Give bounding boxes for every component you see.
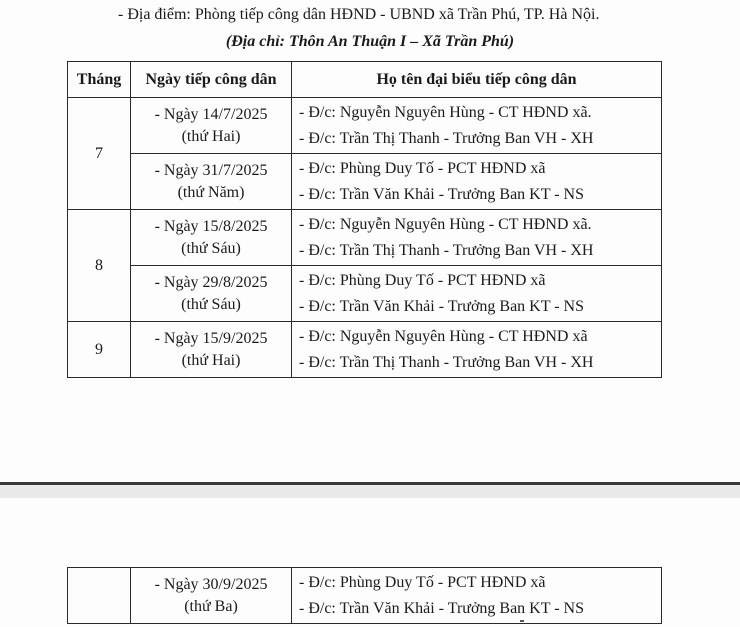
date-text: - Ngày 14/7/2025 [154, 105, 268, 123]
rep-line: - Đ/c: Nguyễn Nguyên Hùng - CT HĐND xã. [299, 103, 592, 121]
month-cell: 9 [68, 322, 131, 378]
rep-line: - Đ/c: Trần Thị Thanh - Trưởng Ban VH - XH [299, 241, 594, 259]
page-separator [0, 482, 740, 485]
date-text: - Ngày 30/9/2025 [154, 575, 268, 593]
rep-line: - Đ/c: Phùng Duy Tố - PCT HĐND xã [299, 271, 546, 289]
weekday-text: (thứ Sáu) [181, 239, 241, 257]
date-cell [131, 266, 292, 322]
rep-line: - Đ/c: Phùng Duy Tố - PCT HĐND xã [299, 573, 546, 591]
table-row [68, 322, 662, 378]
reps-cell [292, 154, 662, 210]
rep-line: - Đ/c: Nguyễn Nguyên Hùng - CT HĐND xã [299, 327, 588, 345]
table-row [68, 154, 662, 210]
date-cell [131, 154, 292, 210]
table-row [68, 266, 662, 322]
rep-line: - Đ/c: Phùng Duy Tố - PCT HĐND xã [299, 159, 546, 177]
date-cell [131, 98, 292, 154]
reps-cell [292, 322, 662, 378]
location-line: - Địa điểm: Phòng tiếp công dân HĐND - UBND xã Trần Phú, TP. Hà Nội. [118, 6, 600, 23]
month-cell: 8 [68, 210, 131, 322]
reps-cell [292, 266, 662, 322]
weekday-text: (thứ Ba) [184, 597, 238, 615]
weekday-text: (thứ Hai) [181, 127, 241, 145]
month-cell [68, 568, 131, 624]
date-text: - Ngày 31/7/2025 [154, 161, 268, 179]
column-header-reps: Họ tên đại biểu tiếp công dân [292, 62, 662, 98]
date-text: - Ngày 15/9/2025 [154, 329, 268, 347]
weekday-text: (thứ Sáu) [181, 295, 241, 313]
rep-line: - Đ/c: Trần Văn Khải - Trưởng Ban KT - NS [299, 185, 584, 203]
date-text: - Ngày 29/8/2025 [154, 273, 268, 291]
reps-cell [292, 210, 662, 266]
table-row [68, 98, 662, 154]
rep-line: - Đ/c: Trần Thị Thanh - Trưởng Ban VH - XH [299, 129, 594, 147]
rep-line: - Đ/c: Trần Thị Thanh - Trưởng Ban VH - XH [299, 353, 594, 371]
weekday-text: (thứ Hai) [181, 351, 241, 369]
reps-cell [292, 98, 662, 154]
table-header-row [68, 62, 662, 98]
rep-line: - Đ/c: Trần Văn Khải - Trưởng Ban KT - NS [299, 297, 584, 315]
date-text: - Ngày 15/8/2025 [154, 217, 268, 235]
table-row [68, 568, 662, 624]
weekday-text: (thứ Năm) [177, 183, 245, 201]
column-header-date: Ngày tiếp công dân [131, 62, 292, 98]
month-cell: 7 [68, 98, 131, 210]
table-row [68, 210, 662, 266]
date-cell [131, 210, 292, 266]
address-line: (Địa chỉ: Thôn An Thuận I – Xã Trần Phú) [225, 33, 515, 50]
date-cell [131, 322, 292, 378]
rep-line: - Đ/c: Nguyễn Nguyên Hùng - CT HĐND xã. [299, 215, 592, 233]
schedule-table-continuation [67, 567, 662, 624]
rep-line: - Đ/c: Trần Văn Khải - Trưởng Ban KT - NS [299, 599, 584, 617]
date-cell [131, 568, 292, 624]
column-header-month: Tháng [68, 62, 131, 98]
schedule-table [67, 61, 662, 378]
scan-speck [520, 620, 524, 622]
reps-cell [292, 568, 662, 624]
